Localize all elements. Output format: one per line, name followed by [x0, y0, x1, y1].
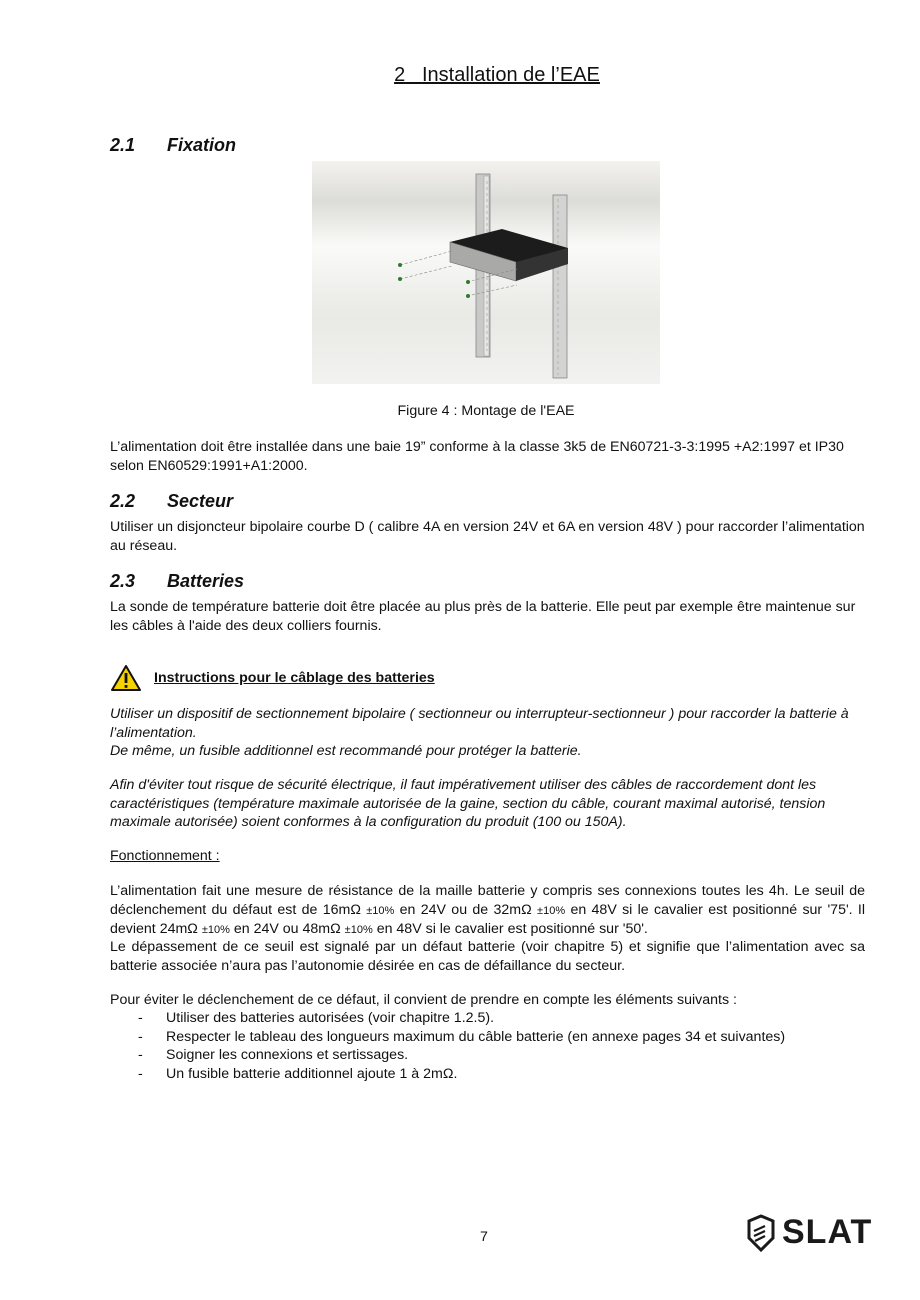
tolerance: ±10%	[201, 924, 230, 936]
warning-paragraph-2: Afin d'éviter tout risque de sécurité électrique, il faut impérativement utiliser des câbles de raccordement dont les caractéristiques (température maximale autorisée de la gaine, section du câble, courant maximal autorisé, tension maximale autorisée) soient conformes à la configuration du produit (100 ou 150A).	[110, 777, 826, 830]
warning-line-1: Utiliser un dispositif de sectionnement bipolaire ( sectionneur ou interrupteur-sectionneur ) pour raccorder la batterie à l’alimentation.	[110, 706, 849, 741]
tolerance: ±10%	[344, 924, 373, 936]
shield-icon	[746, 1214, 776, 1252]
fixation-paragraph: L’alimentation doit être installée dans une baie 19” conforme à la classe 3k5 de EN60721-3-3:1995 +A2:1997 et IP30 selon EN60529:1991+A1:2000.	[110, 439, 844, 474]
text: en 48V si le cavalier est positionné sur '75'. Il devient 24mΩ	[110, 901, 866, 937]
warning-title: Instructions pour le câblage des batteries	[154, 670, 435, 686]
section-title: Fixation	[167, 135, 237, 155]
list-item	[110, 1046, 865, 1065]
warning-text	[110, 705, 865, 761]
warning-triangle-icon	[110, 664, 142, 696]
tolerance: ±10%	[537, 904, 566, 917]
section-heading-secteur	[110, 491, 233, 512]
list-item-text: Respecter le tableau des longueurs maximum du câble batterie (en annexe pages 34 et suivantes)	[166, 1028, 786, 1045]
section-number: 2.2	[110, 491, 136, 511]
figure-caption: Figure 4 : Montage de l'EAE	[397, 403, 575, 419]
secteur-paragraph: Utiliser un disjoncteur bipolaire courbe D ( calibre 4A en version 24V et 6A en version 48V ) pour raccorder l’alimentation au réseau.	[110, 519, 865, 554]
section-heading-fixation	[110, 135, 236, 156]
slat-logo	[746, 1213, 872, 1252]
warning-line-2: De même, un fusible additionnel est recommandé pour protéger la batterie.	[110, 743, 582, 759]
list-item-text: Un fusible batterie additionnel ajoute 1 à 2mΩ.	[166, 1065, 458, 1082]
logo-text: SLAT	[782, 1213, 873, 1251]
fonctionnement-paragraph-1	[110, 882, 865, 940]
dash: -	[138, 1047, 143, 1063]
page-number: 7	[480, 1229, 488, 1245]
rack-mounting-figure	[312, 161, 660, 384]
list-item-text: Soigner les connexions et sertissages.	[166, 1047, 409, 1063]
list-item	[110, 1028, 865, 1047]
fonctionnement-paragraph-3: Pour éviter le déclenchement de ce défaut, il convient de prendre en compte les éléments suivants :	[110, 992, 737, 1008]
dash: -	[138, 1010, 143, 1026]
chapter-number: 2	[394, 64, 406, 86]
page-title	[0, 64, 920, 87]
fonctionnement-paragraph-2: Le dépassement de ce seuil est signalé par un défaut batterie (voir chapitre 5) et signifie que l’alimentation avec sa batterie associée n’aura pas l’autonomie désirée en cas de défaillance du secteur.	[110, 939, 865, 974]
list-item	[110, 1009, 865, 1028]
text: en 24V ou 48mΩ	[233, 921, 341, 937]
text: L’alimentation fait une mesure de résistance de la maille batterie y compris ses connexions toutes les 4h. Le seuil de déclenchement du défaut est de 16mΩ	[110, 883, 865, 918]
list-item-text: Utiliser des batteries autorisées (voir chapitre 1.2.5).	[166, 1010, 495, 1026]
dash: -	[138, 1028, 143, 1045]
section-title: Secteur	[167, 491, 234, 511]
list-item	[110, 1065, 865, 1084]
chapter-title: Installation de l’EAE	[421, 64, 600, 86]
recommendations-list	[110, 1009, 865, 1083]
text: en 24V ou de 32mΩ	[399, 901, 532, 918]
section-number: 2.3	[110, 571, 136, 591]
section-title: Batteries	[167, 571, 245, 591]
section-number: 2.1	[110, 135, 136, 155]
section-heading-batteries	[110, 571, 244, 592]
text: en 48V si le cavalier est positionné sur '50'.	[376, 921, 648, 937]
fonctionnement-heading: Fonctionnement :	[110, 848, 220, 864]
batteries-paragraph: La sonde de température batterie doit être placée au plus près de la batterie. Elle peut par exemple être maintenue sur les câbles à l'aide des deux colliers fournis.	[110, 599, 856, 634]
dash: -	[138, 1065, 143, 1082]
tolerance: ±10%	[366, 904, 395, 917]
